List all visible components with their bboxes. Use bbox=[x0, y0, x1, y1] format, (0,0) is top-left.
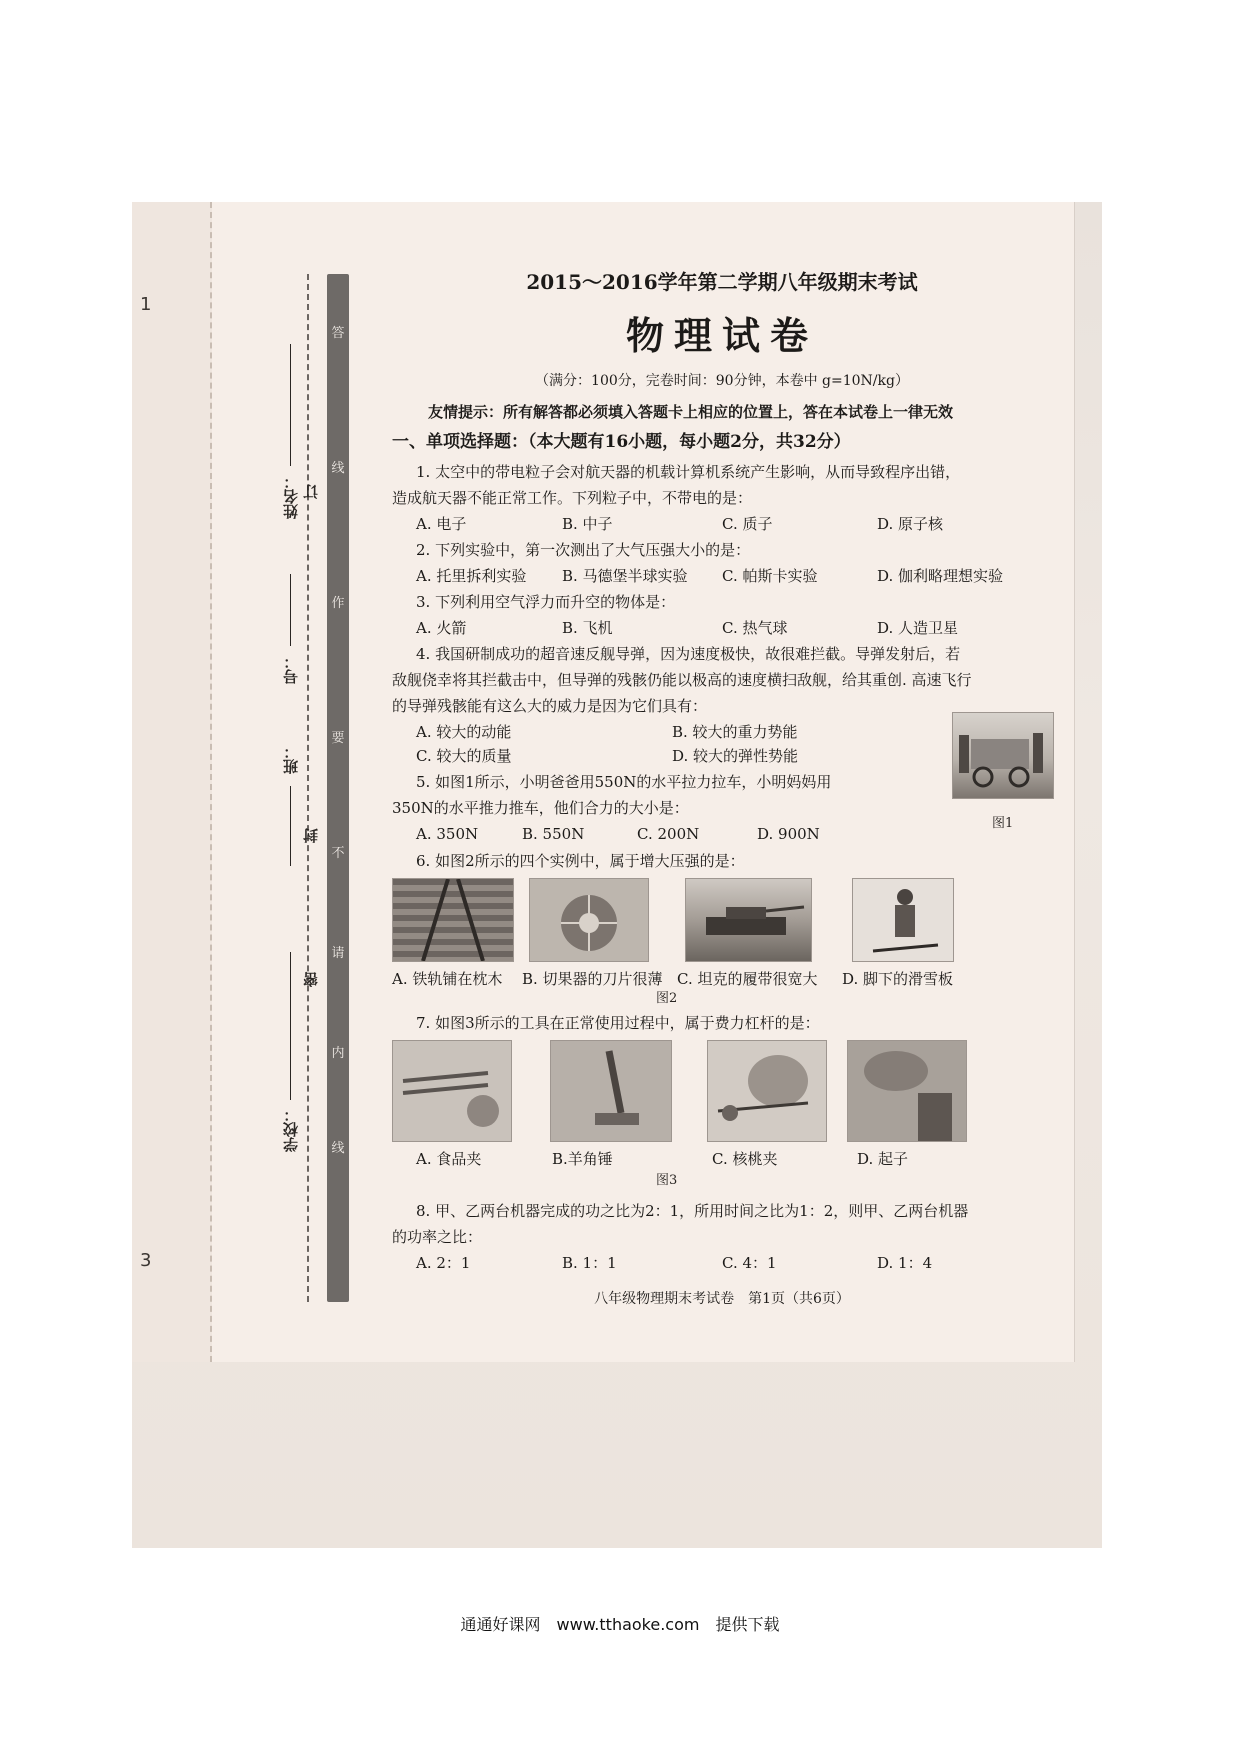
claw-hammer-photo bbox=[550, 1040, 672, 1142]
option: A. 铁轨铺在枕木 bbox=[392, 970, 503, 988]
fruit-cutter-photo bbox=[529, 878, 649, 962]
exam-title: 2015～2016学年第二学期八年级期末考试 bbox=[526, 270, 918, 294]
number-field-label: 号： bbox=[282, 654, 300, 684]
option: D. 900N bbox=[757, 825, 820, 843]
binding-char: 答 bbox=[331, 326, 345, 341]
option: B.羊角锤 bbox=[552, 1150, 613, 1168]
option: D. 起子 bbox=[857, 1150, 909, 1168]
option: D. 1：4 bbox=[877, 1254, 933, 1272]
cut-line bbox=[307, 274, 309, 1302]
friendly-tip: 友情提示：所有解答都必须填入答题卡上相应的位置上，答在本试卷上一律无效 bbox=[428, 403, 954, 421]
figure-3-caption: 图3 bbox=[656, 1173, 678, 1188]
option: B. 较大的重力势能 bbox=[672, 723, 798, 741]
previous-page-edge bbox=[132, 202, 212, 1362]
binding-char: 要 bbox=[331, 731, 345, 746]
option: C. 质子 bbox=[722, 515, 773, 533]
option: C. 坦克的履带很宽大 bbox=[677, 970, 818, 988]
binding-notice bbox=[327, 282, 349, 1292]
class-field-label: 班： bbox=[282, 744, 300, 774]
binding-char: 线 bbox=[331, 1141, 345, 1156]
figure-1-cart-photo bbox=[952, 712, 1054, 799]
nutcracker-photo bbox=[707, 1040, 827, 1142]
school-field-line bbox=[290, 952, 291, 1100]
class-field-line bbox=[290, 786, 291, 866]
left-marker-3: 3 bbox=[140, 1250, 152, 1271]
option: C. 200N bbox=[637, 825, 700, 843]
option: B. 1：1 bbox=[562, 1254, 617, 1272]
question-text: 的导弹残骸能有这么大的威力是因为它们具有： bbox=[392, 697, 708, 715]
option: B. 中子 bbox=[562, 515, 613, 533]
question-text: 7. 如图3所示的工具在正常使用过程中，属于费力杠杆的是： bbox=[416, 1014, 820, 1032]
option: D. 脚下的滑雪板 bbox=[842, 970, 954, 988]
option: B. 飞机 bbox=[562, 619, 613, 637]
scanned-exam-photo bbox=[132, 202, 1102, 1548]
option: B. 切果器的刀片很薄 bbox=[522, 970, 663, 988]
page-footer: 八年级物理期末考试卷 第1页（共6页） bbox=[594, 1291, 850, 1307]
option: D. 人造卫星 bbox=[877, 619, 959, 637]
option: A. 较大的动能 bbox=[416, 723, 512, 741]
option: C. 帕斯卡实验 bbox=[722, 567, 818, 585]
number-field-line bbox=[290, 574, 291, 646]
option: A. 电子 bbox=[416, 515, 467, 533]
seal-word: 密 bbox=[302, 972, 320, 987]
school-field-label: 学校： bbox=[282, 1107, 300, 1152]
bottle-opener-photo bbox=[847, 1040, 967, 1142]
question-text: 8. 甲、乙两台机器完成的功之比为2：1，所用时间之比为1：2，则甲、乙两台机器 bbox=[416, 1202, 969, 1220]
question-text: 4. 我国研制成功的超音速反舰导弹，因为速度极快，故很难拦截。导弹发射后，若 bbox=[416, 645, 961, 663]
left-marker-1: 1 bbox=[140, 294, 152, 315]
binding-char: 不 bbox=[331, 846, 345, 861]
option: A. 2：1 bbox=[416, 1254, 471, 1272]
tank-photo bbox=[685, 878, 812, 962]
seal-word: 封 bbox=[302, 828, 320, 843]
binding-char: 作 bbox=[331, 596, 345, 611]
question-text: 造成航天器不能正常工作。下列粒子中，不带电的是： bbox=[392, 489, 753, 507]
option: B. 马德堡半球实验 bbox=[562, 567, 688, 585]
figure-2-caption: 图2 bbox=[656, 991, 678, 1006]
railway-sleepers-photo bbox=[392, 878, 514, 962]
option: A. 托里拆利实验 bbox=[416, 567, 527, 585]
name-field-label: 姓名： bbox=[282, 474, 300, 519]
question-text: 的功率之比： bbox=[392, 1228, 483, 1246]
question-text: 5. 如图1所示，小明爸爸用550N的水平拉力拉车，小明妈妈用 bbox=[416, 773, 832, 791]
option: A. 食品夹 bbox=[416, 1150, 482, 1168]
option: B. 550N bbox=[522, 825, 585, 843]
question-text: 350N的水平推力推车，他们合力的大小是： bbox=[392, 799, 689, 817]
option: A. 火箭 bbox=[416, 619, 467, 637]
option: D. 较大的弹性势能 bbox=[672, 747, 799, 765]
name-field-line bbox=[290, 344, 291, 466]
question-text: 敌舰侥幸将其拦截击中，但导弹的残骸仍能以极高的速度横扫敌舰，给其重创. 高速飞行 bbox=[392, 671, 972, 689]
option: C. 热气球 bbox=[722, 619, 788, 637]
binding-char: 线 bbox=[331, 461, 345, 476]
section-heading: 一、单项选择题：（本大题有16小题，每小题2分，共32分） bbox=[392, 432, 851, 452]
option: D. 伽利略理想实验 bbox=[877, 567, 1004, 585]
option: D. 原子核 bbox=[877, 515, 944, 533]
binding-char: 内 bbox=[331, 1046, 345, 1061]
skier-photo bbox=[852, 878, 954, 962]
question-text: 3. 下列利用空气浮力而升空的物体是： bbox=[416, 593, 676, 611]
subject-title: 物理试卷 bbox=[625, 313, 818, 358]
question-text: 6. 如图2所示的四个实例中，属于增大压强的是： bbox=[416, 852, 745, 870]
binding-char: 请 bbox=[331, 946, 345, 961]
question-text: 1. 太空中的带电粒子会对航天器的机载计算机系统产生影响，从而导致程序出错， bbox=[416, 463, 961, 481]
download-credit: 通通好课网 www.tthaoke.com 提供下载 bbox=[460, 1615, 780, 1634]
figure-1-caption: 图1 bbox=[992, 816, 1014, 831]
seal-word: 订 bbox=[302, 484, 320, 499]
option: C. 4：1 bbox=[722, 1254, 777, 1272]
exam-meta: （满分：100分，完卷时间：90分钟，本卷中 g=10N/kg） bbox=[535, 373, 909, 389]
option: C. 较大的质量 bbox=[416, 747, 512, 765]
option: A. 350N bbox=[416, 825, 479, 843]
food-tongs-photo bbox=[392, 1040, 512, 1142]
question-text: 2. 下列实验中，第一次测出了大气压强大小的是： bbox=[416, 541, 751, 559]
option: C. 核桃夹 bbox=[712, 1150, 778, 1168]
